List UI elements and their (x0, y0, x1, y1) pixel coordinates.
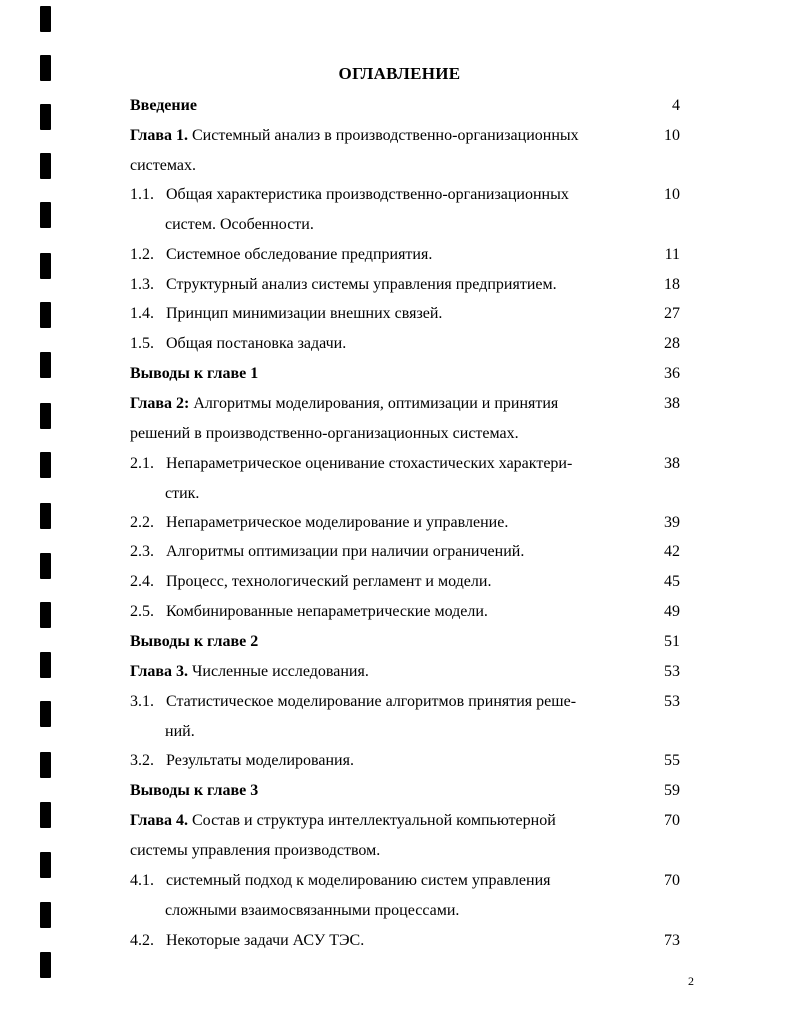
toc-entry-section-1-5[interactable] (130, 329, 690, 359)
entry-page: 53 (664, 663, 680, 680)
entry-heading: Глава 2: (130, 395, 190, 412)
entry-title: Численные исследования. (188, 663, 369, 680)
entry-title: Непараметрическое моделирование и управление. (166, 514, 509, 531)
entry-page: 70 (664, 872, 680, 889)
toc-entry-section-2-2[interactable] (130, 508, 690, 538)
entry-number: 2.3. (130, 543, 154, 560)
margin-mark (40, 802, 51, 828)
toc-entry-section-2-3[interactable] (130, 537, 690, 567)
entry-title: Результаты моделирования. (166, 752, 354, 769)
entry-page: 4 (672, 97, 680, 114)
scan-margin-marks (0, 0, 60, 1034)
entry-page: 73 (664, 932, 680, 949)
margin-mark (40, 6, 51, 32)
entry-title-continued: ний. (165, 723, 195, 740)
entry-title: системный подход к моделированию систем управления (166, 872, 551, 889)
margin-mark (40, 253, 51, 279)
toc-entry-section-3-1[interactable] (130, 687, 690, 747)
entry-page: 11 (664, 246, 680, 263)
toc-entry-chapter-2[interactable] (130, 389, 690, 449)
entry-title: Состав и структура интеллектуальной компьютерной (188, 812, 556, 829)
entry-title-continued: стик. (165, 485, 200, 502)
entry-page: 28 (664, 335, 680, 352)
entry-number: 2.2. (130, 514, 154, 531)
toc-entry-chapter-1[interactable] (130, 121, 690, 181)
margin-mark (40, 652, 51, 678)
entry-page: 53 (664, 693, 680, 710)
entry-page: 10 (664, 127, 680, 144)
margin-mark (40, 452, 51, 478)
entry-title-continued: сложными взаимосвязанными процессами. (165, 902, 460, 919)
toc-entry-section-2-5[interactable] (130, 597, 690, 627)
entry-page: 70 (664, 812, 680, 829)
margin-mark (40, 352, 51, 378)
margin-mark (40, 202, 51, 228)
margin-mark (40, 104, 51, 130)
entry-page: 27 (664, 305, 680, 322)
margin-mark (40, 302, 51, 328)
entry-title: Некоторые задачи АСУ ТЭС. (166, 932, 365, 949)
entry-title-continued: системах. (130, 157, 196, 174)
entry-heading: Выводы к главе 3 (130, 782, 259, 799)
entry-number: 1.4. (130, 305, 154, 322)
toc-entry-section-4-1[interactable] (130, 866, 690, 926)
entry-number: 2.1. (130, 455, 154, 472)
toc-entry-conclusions-2[interactable] (130, 627, 690, 657)
entry-page: 42 (664, 543, 680, 560)
page-number: 2 (688, 974, 694, 988)
entry-number: 1.3. (130, 276, 154, 293)
entry-page: 38 (664, 455, 680, 472)
entry-title: Принцип минимизации внешних связей. (166, 305, 443, 322)
toc-entry-section-4-2[interactable] (130, 926, 690, 956)
entry-title: Общая постановка задачи. (166, 335, 347, 352)
entry-page: 45 (664, 573, 680, 590)
margin-mark (40, 701, 51, 727)
entry-page: 59 (664, 782, 680, 799)
margin-mark (40, 403, 51, 429)
entry-heading: Глава 1. (130, 127, 188, 144)
margin-mark (40, 902, 51, 928)
entry-heading: Введение (130, 97, 197, 114)
entry-number: 1.1. (130, 186, 154, 203)
margin-mark (40, 503, 51, 529)
entry-page: 39 (664, 514, 680, 531)
entry-title-continued: систем. Особенности. (165, 216, 314, 233)
entry-title: Алгоритмы оптимизации при наличии ограничений. (166, 543, 525, 560)
entry-number: 1.2. (130, 246, 154, 263)
toc-entry-conclusions-1[interactable] (130, 359, 690, 389)
toc-entry-conclusions-3[interactable] (130, 776, 690, 806)
entry-title: Системный анализ в производственно-организационных (188, 127, 579, 144)
margin-mark (40, 153, 51, 179)
entry-title: Общая характеристика производственно-организационных (166, 186, 569, 203)
toc-entry-section-3-2[interactable] (130, 746, 690, 776)
entry-heading: Глава 3. (130, 663, 188, 680)
toc-entry-section-1-2[interactable] (130, 240, 690, 270)
entry-title: Процесс, технологический регламент и модели. (166, 573, 492, 590)
entry-title: Алгоритмы моделирования, оптимизации и принятия (189, 395, 559, 412)
entry-number: 2.5. (130, 603, 154, 620)
entry-heading: Выводы к главе 2 (130, 633, 259, 650)
toc-entry-section-2-4[interactable] (130, 567, 690, 597)
entry-heading: Глава 4. (130, 812, 188, 829)
entry-page: 36 (664, 365, 680, 382)
margin-mark (40, 602, 51, 628)
toc-entry-section-1-1[interactable] (130, 180, 690, 240)
entry-page: 10 (664, 186, 680, 203)
margin-mark (40, 952, 51, 978)
entry-title: Комбинированные непараметрические модели. (166, 603, 488, 620)
entry-title: Непараметрическое оценивание стохастических характери- (166, 455, 573, 472)
entry-page: 51 (664, 633, 680, 650)
toc-entry-section-1-4[interactable] (130, 299, 690, 329)
toc-entry-introduction[interactable] (130, 91, 690, 121)
toc-entry-chapter-3[interactable] (130, 657, 690, 687)
toc-entry-chapter-4[interactable] (130, 806, 690, 866)
entry-title: Статистическое моделирование алгоритмов принятия реше- (166, 693, 577, 710)
toc-entry-section-1-3[interactable] (130, 270, 690, 300)
entry-title: Системное обследование предприятия. (166, 246, 433, 263)
entry-number: 3.2. (130, 752, 154, 769)
entry-page: 18 (664, 276, 680, 293)
entry-page: 49 (664, 603, 680, 620)
toc-entry-section-2-1[interactable] (130, 449, 690, 509)
entry-number: 1.5. (130, 335, 154, 352)
entry-number: 3.1. (130, 693, 154, 710)
entry-page: 38 (664, 395, 680, 412)
entry-title-continued: решений в производственно-организационных системах. (130, 425, 519, 442)
entry-number: 4.2. (130, 932, 154, 949)
margin-mark (40, 852, 51, 878)
margin-mark (40, 553, 51, 579)
entry-number: 4.1. (130, 872, 154, 889)
entry-heading: Выводы к главе 1 (130, 365, 259, 382)
entry-title: Структурный анализ системы управления предприятием. (166, 276, 557, 293)
entry-page: 55 (664, 752, 680, 769)
entry-title-continued: системы управления производством. (130, 842, 381, 859)
toc-title: ОГЛАВЛЕНИЕ (338, 64, 461, 83)
margin-mark (40, 752, 51, 778)
entry-number: 2.4. (130, 573, 154, 590)
